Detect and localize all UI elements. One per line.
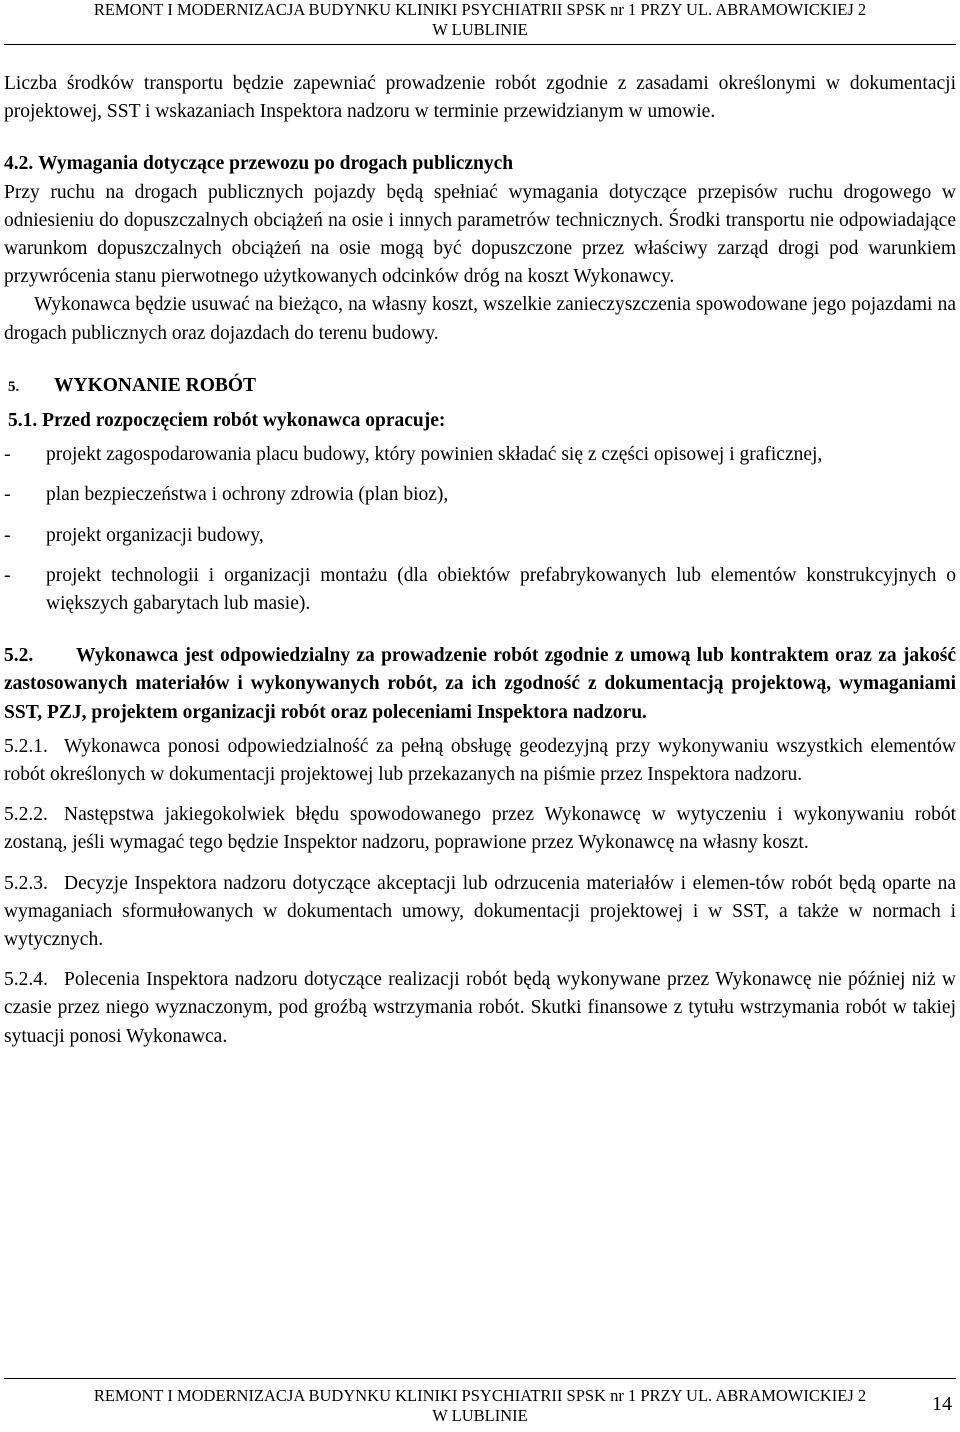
section-5-1-heading (4, 407, 956, 435)
section-5-1-title: Przed rozpoczęciem robót wykonawca opracuje: (42, 410, 446, 432)
section-5-title: WYKONANIE ROBÓT (54, 374, 257, 396)
section-4-2-paragraph-1: Przy ruchu na drogach publicznych pojazdy będą spełniać wymagania dotyczące przepisów ruchu drogowego w odniesieniu do dopuszczalnych obciążeń na osie i innych parametrów technicznych. Środki transportu nie odpowiadające warunkom dopuszczalnych obciążeń na osie mogą być dopuszczone przez właściwy zarząd drogi pod warunkiem przywrócenia stanu pierwotnego użytkowanych odcinków dróg na koszt Wykonawcy. (4, 181, 956, 288)
list-item: - plan bezpieczeństwa i ochrony zdrowia (plan bioz), (4, 484, 449, 506)
subsection-5-2-1: 5.2.1. Wykonawca ponosi odpowiedzialność za pełną obsługę geodezyjną przy wykonywaniu wszystkich elementów robót określonych w dokumentacji projektowej lub przekazanych na piśmie przez Inspektora nadzoru. (4, 735, 956, 786)
subsection-5-2-2: 5.2.2. Następstwa jakiegokolwiek błędu spowodowanego przez Wykonawcę w wytyczeniu i wykonywaniu robót zostaną, jeśli wymagać tego będzie Inspektor nadzoru, poprawione przez Wykonawcę na własny koszt. (4, 804, 956, 854)
section-5-2-text: Wykonawca jest odpowiedzialny za prowadzenie robót zgodnie z umową lub kontraktem oraz za jakość zastosowanych materiałów i wykonywanych robót, za ich zgodność z dokumentacją projektową, wymaganiami SST, PZJ, projektem organizacji robót oraz poleceniami Inspektora nadzoru. (4, 645, 956, 723)
page-number: 14 (932, 1393, 952, 1415)
subsection-5-2-3: 5.2.3. Decyzje Inspektora nadzoru dotyczące akceptacji lub odrzucenia materiałów i elemen-tów robót będą oparte na wymaganiach sformułowanych w dokumentach umowy, dokumentacji projektowej i w SST, a także w normach i wytycznych. (4, 872, 956, 951)
subsection-5-2-4: 5.2.4. Polecenia Inspektora nadzoru dotyczące realizacji robót będą wykonywane przez Wykonawcę nie później niż w czasie przez niego wyznaczonym, pod groźbą wstrzymania robót. Skutki finansowe z tytułu wstrzymania robót w takiej sytuacji ponosi Wykonawca. (4, 969, 956, 1047)
section-5-number: 5. (8, 378, 20, 395)
section-4-2-number: 4.2. (4, 153, 34, 175)
section-5-2-paragraph (4, 642, 956, 727)
document-body (4, 70, 956, 1051)
section-4-2-paragraph-2: Wykonawca będzie usuwać na bieżąco, na własny koszt, wszelkie zanieczyszczenia spowodowane jego pojazdami na drogach publicznych oraz dojazdach do terenu budowy. (4, 294, 956, 344)
header-title-line1: REMONT I MODERNIZACJA BUDYNKU KLINIKI PSYCHIATRII SPSK nr 1 PRZY UL. ABRAMOWICKIEJ 2 (93, 0, 867, 19)
section-5-2-number: 5.2. (4, 645, 34, 667)
list-item: - projekt organizacji budowy, (4, 524, 264, 546)
section-5-1-number: 5.1. (8, 410, 38, 432)
page-header (0, 0, 960, 40)
list-item: - projekt zagospodarowania placu budowy, który powinien składać się z części opisowej i graficznej, (4, 444, 823, 466)
header-title-line2: W LUBLINIE (432, 20, 528, 39)
intro-paragraph: Liczba środków transportu będzie zapewniać prowadzenie robót zgodnie z zasadami określonymi w dokumentacji projektowej, SST i wskazaniach Inspektora nadzoru w terminie przewidzianym w umowie. (4, 73, 956, 123)
section-4-2-title: Wymagania dotyczące przewozu po drogach publicznych (38, 153, 514, 175)
section-4-2-heading (4, 150, 956, 178)
footer-title-line1: REMONT I MODERNIZACJA BUDYNKU KLINIKI PSYCHIATRII SPSK nr 1 PRZY UL. ABRAMOWICKIEJ 2 (93, 1386, 867, 1405)
page-footer (0, 1386, 960, 1426)
section-5-heading (4, 372, 956, 401)
list-item: - projekt technologii i organizacji montażu (dla obiektów prefabrykowanych lub elementów konstrukcyjnych o większych gabarytach lub masie). (4, 564, 956, 615)
footer-title-line2: W LUBLINIE (432, 1406, 528, 1425)
